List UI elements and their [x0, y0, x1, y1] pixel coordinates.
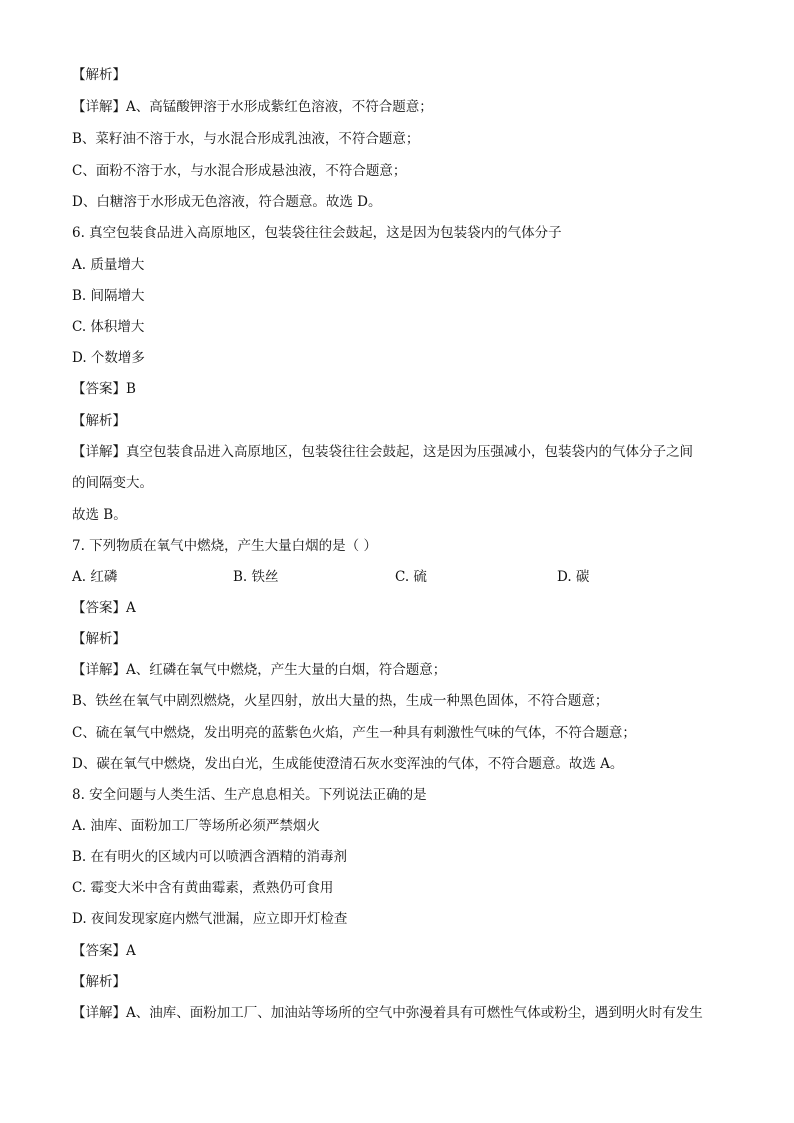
q7-analysis-label: 【解析】 [72, 631, 126, 647]
q7-detail-a: 【详解】A、红磷在氧气中燃烧，产生大量的白烟，符合题意； [72, 662, 447, 678]
q8-option-d: D. 夜间发现家庭内燃气泄漏，应立即开灯检查 [72, 911, 348, 927]
q7-options [72, 568, 722, 586]
q5-detail-d: D、白糖溶于水形成无色溶液，符合题意。故选 D。 [72, 194, 382, 210]
q6-option-b: B. 间隔增大 [72, 288, 145, 304]
q7-detail-c: C、硫在氧气中燃烧，发出明亮的蓝紫色火焰，产生一种具有刺激性气味的气体，不符合题意； [72, 725, 636, 741]
analysis-label: 【解析】 [72, 67, 126, 83]
q8-analysis-label: 【解析】 [72, 974, 126, 990]
q8-stem: 8. 安全问题与人类生活、生产息息相关。下列说法正确的是 [72, 787, 427, 803]
q8-option-c: C. 霉变大米中含有黄曲霉素，煮熟仍可食用 [72, 880, 334, 896]
q6-stem: 6. 真空包装食品进入高原地区，包装袋往往会鼓起，这是因为包装袋内的气体分子 [72, 225, 562, 241]
q7-option-b: B. 铁丝 [233, 569, 279, 585]
q6-option-d: D. 个数增多 [72, 350, 145, 366]
q6-conclusion: 故选 B。 [72, 507, 127, 523]
q6-detail-line1: 【详解】真空包装食品进入高原地区，包装袋往往会鼓起，这是因为压强减小，包装袋内的气体分子之间 [72, 444, 693, 460]
q6-answer: 【答案】B [72, 381, 136, 397]
q8-option-a: A. 油库、面粉加工厂等场所必须严禁烟火 [72, 818, 320, 834]
q6-option-c: C. 体积增大 [72, 319, 145, 335]
q8-detail-a: 【详解】A、油库、面粉加工厂、加油站等场所的空气中弥漫着具有可燃性气体或粉尘，遇到明火时有发生 [72, 1005, 703, 1021]
q6-analysis-label: 【解析】 [72, 413, 126, 429]
q7-stem: 7. 下列物质在氧气中燃烧，产生大量白烟的是（ ） [72, 538, 377, 554]
q8-answer: 【答案】A [72, 943, 136, 959]
q6-detail-line2: 的间隔变大。 [72, 475, 153, 491]
q7-option-d: D. 碳 [557, 569, 590, 585]
q7-option-a: A. 红磷 [72, 569, 118, 585]
q8-option-b: B. 在有明火的区域内可以喷洒含酒精的消毒剂 [72, 849, 348, 865]
q6-option-a: A. 质量增大 [72, 257, 145, 273]
q7-answer: 【答案】A [72, 600, 136, 616]
q5-detail-a: 【详解】A、高锰酸钾溶于水形成紫红色溶液，不符合题意； [72, 99, 433, 115]
q7-option-c: C. 硫 [395, 569, 427, 585]
q7-detail-d: D、碳在氧气中燃烧，发出白光，生成能使澄清石灰水变浑浊的气体，不符合题意。故选 A。 [72, 756, 624, 772]
q5-detail-b: B、菜籽油不溶于水，与水混合形成乳浊液，不符合题意； [72, 131, 420, 147]
q7-detail-b: B、铁丝在氧气中剧烈燃烧，火星四射，放出大量的热，生成一种黑色固体，不符合题意； [72, 693, 609, 709]
q5-detail-c: C、面粉不溶于水，与水混合形成悬浊液，不符合题意； [72, 163, 407, 179]
